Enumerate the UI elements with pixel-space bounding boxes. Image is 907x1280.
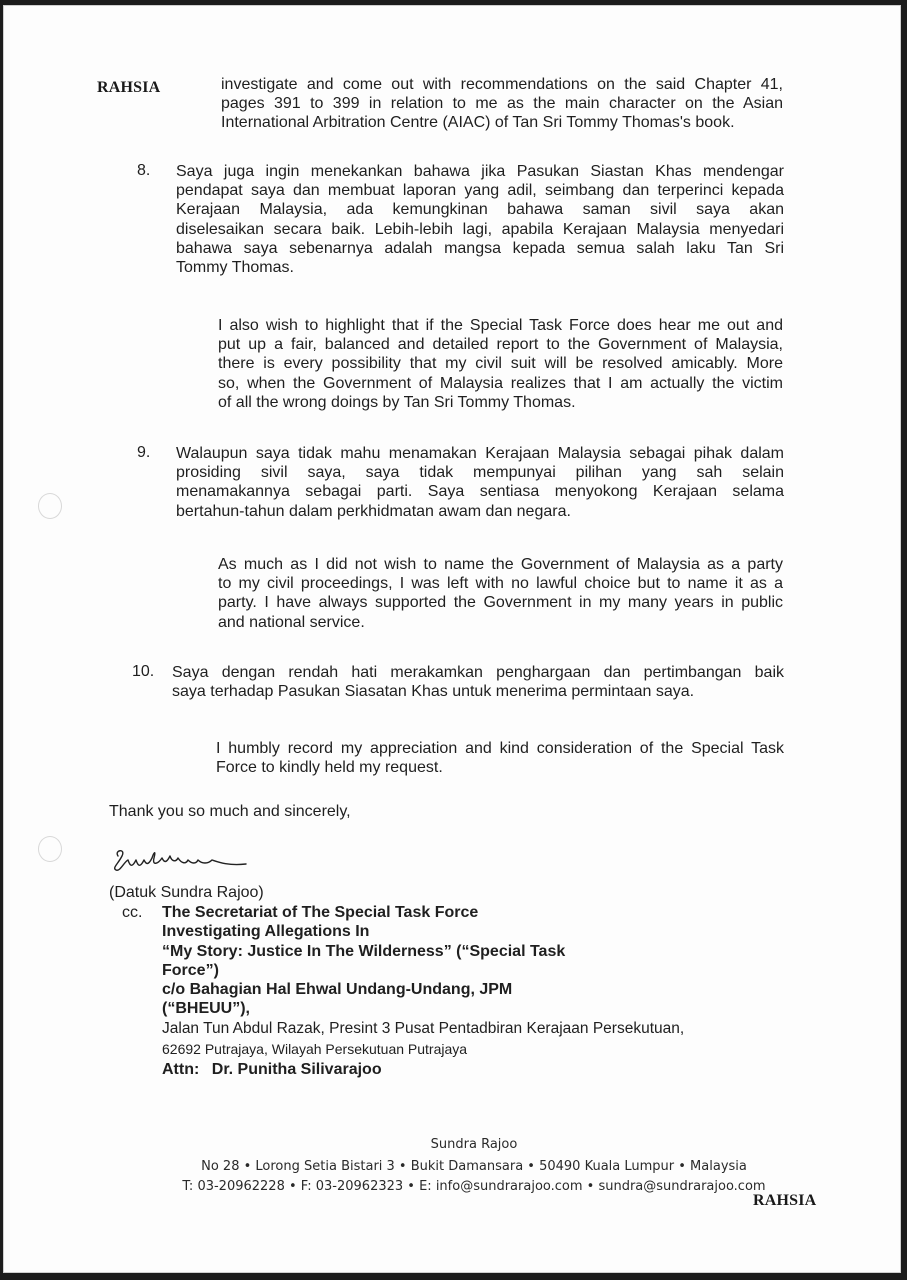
text-line: and national service.: [218, 613, 365, 631]
text-line: diselesaikan secara baik. Lebih-lebih lagi, apabila Kerajaan Malaysia menyedari: [176, 220, 784, 238]
text-line: Force”): [162, 961, 219, 979]
footer-name: Sundra Rajoo: [430, 1137, 518, 1152]
attn-name: Dr. Punitha Silivarajoo: [211, 1061, 382, 1078]
signatory-name: (Datuk Sundra Rajoo): [109, 884, 264, 901]
cc-recipient: [162, 903, 565, 1019]
text-line: International Arbitration Centre (AIAC) of Tan Sri Tommy Thomas's book.: [221, 114, 735, 132]
text-line: there is every possibility that my civil suit will be resolved amicably. More: [218, 355, 783, 373]
text-line: As much as I did not wish to name the Government of Malaysia as a party: [218, 556, 783, 573]
paragraph-9-malay: [176, 444, 784, 521]
text-line: investigate and come out with recommendations on the said Chapter 41,: [221, 76, 783, 93]
text-line: bertahun-tahun dalam perkhidmatan awam dan negara.: [176, 502, 571, 520]
text-line: I humbly record my appreciation and kind consideration of the Special Task: [216, 740, 784, 757]
text-line: Walaupun saya tidak mahu menamakan Kerajaan Malaysia sebagai pihak dalam: [176, 445, 784, 462]
punch-hole-icon: [38, 493, 62, 519]
paragraph-number: 8.: [137, 162, 151, 179]
text-line: menamakannya sebagai parti. Saya sentiasa menyokong Kerajaan selama: [176, 483, 784, 501]
paragraph-10-malay: [172, 663, 784, 701]
text-line: of all the wrong doings by Tan Sri Tommy Thomas.: [218, 393, 576, 411]
text-line: 62692 Putrajaya, Wilayah Persekutuan Putrajaya: [162, 1041, 468, 1057]
text-line: Saya juga ingin menekankan bahawa jika Pasukan Siastan Khas mendengar: [176, 163, 784, 180]
cc-label: cc.: [122, 904, 143, 921]
text-line: prosiding sivil saya, saya tidak mempunyai pilihan yang sah selain: [176, 464, 784, 482]
text-line: c/o Bahagian Hal Ehwal Undang-Undang, JPM: [162, 981, 513, 999]
cc-address: [162, 1019, 684, 1059]
footer-address: No 28 • Lorong Setia Bistari 3 • Bukit Damansara • 50490 Kuala Lumpur • Malaysia: [201, 1159, 747, 1174]
text-line: put up a fair, balanced and detailed report to the Government of Malaysia,: [218, 336, 783, 354]
text-line: saya terhadap Pasukan Siasatan Khas untuk menerima permintaan saya.: [172, 683, 695, 701]
paragraph-9-english: [218, 555, 783, 632]
closing-line: Thank you so much and sincerely,: [109, 803, 351, 820]
text-line: The Secretariat of The Special Task Force: [162, 904, 479, 921]
text-line: Kerajaan Malaysia, ada kemungkinan bahawa saman sivil saya akan: [176, 201, 784, 219]
text-line: pendapat saya dan membuat laporan yang adil, seimbang dan terperinci kepada: [176, 182, 784, 200]
text-line: bahawa saya sebenarnya adalah mangsa kepada semua salah laku Tan Sri: [176, 239, 784, 257]
attn-label: Attn:: [162, 1061, 200, 1078]
paragraph-number: 10.: [132, 663, 155, 680]
text-line: Tommy Thomas.: [176, 259, 294, 277]
cc-attention: [162, 1060, 382, 1079]
footer-contact: T: 03-20962228 • F: 03-20962323 • E: info@sundrarajoo.com • sundra@sundrarajoo.com: [182, 1179, 766, 1194]
text-line: I also wish to highlight that if the Special Task Force does hear me out and: [218, 317, 783, 334]
classification-top: RAHSIA: [97, 79, 161, 96]
paragraph-10-english: [216, 739, 784, 777]
text-line: pages 391 to 399 in relation to me as the main character on the Asian: [221, 95, 783, 113]
continued-paragraph: [221, 75, 783, 133]
text-line: Force to kindly held my request.: [216, 759, 443, 777]
text-line: so, when the Government of Malaysia realizes that I am actually the victim: [218, 374, 783, 392]
text-line: to my civil proceedings, I was left with no lawful choice but to name it as a: [218, 575, 783, 593]
signature-icon: [108, 842, 258, 878]
classification-bottom: RAHSIA: [753, 1192, 817, 1209]
text-line: Saya dengan rendah hati merakamkan penghargaan dan pertimbangan baik: [172, 664, 784, 681]
paragraph-8-malay: [176, 162, 784, 277]
text-line: party. I have always supported the Government in my many years in public: [218, 594, 783, 612]
punch-hole-icon: [38, 836, 62, 862]
text-line: “My Story: Justice In The Wilderness” (“Special Task: [162, 942, 566, 960]
document-page: [3, 5, 901, 1273]
text-line: Jalan Tun Abdul Razak, Presint 3 Pusat Pentadbiran Kerajaan Persekutuan,: [162, 1020, 685, 1037]
text-line: (“BHEUU”),: [162, 1000, 250, 1018]
paragraph-8-english: [218, 316, 783, 412]
text-line: Investigating Allegations In: [162, 923, 370, 941]
paragraph-number: 9.: [137, 444, 151, 461]
